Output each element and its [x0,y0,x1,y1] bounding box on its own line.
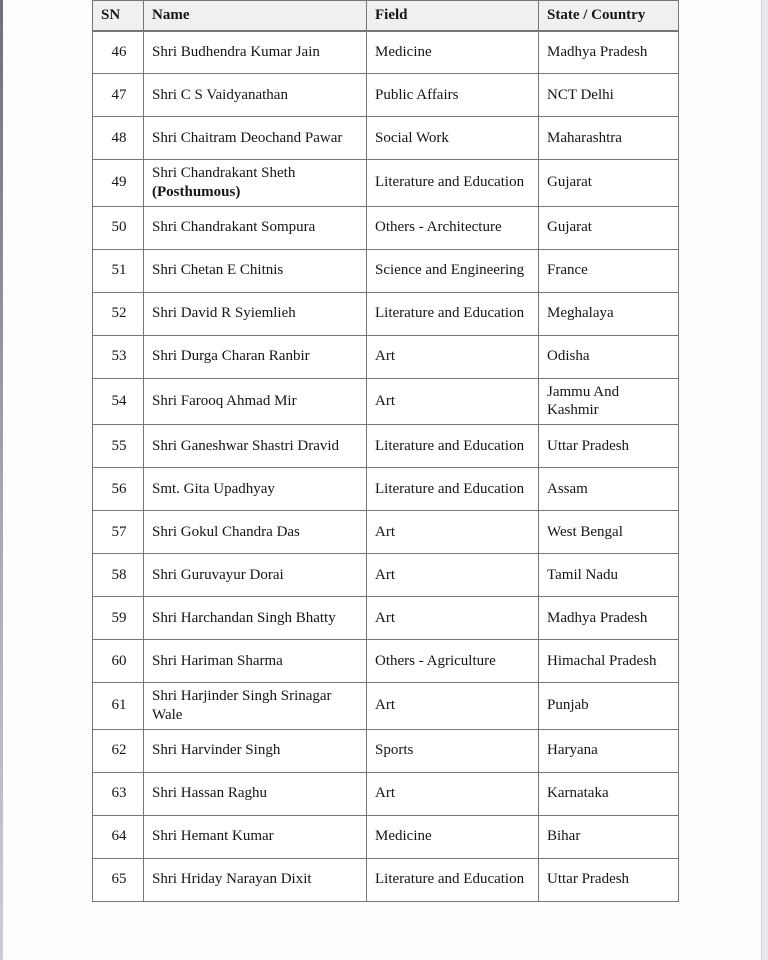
person-name: Shri David R Syiemlieh [152,305,296,322]
cell-name [144,74,367,117]
cell-sn: 62 [93,729,144,772]
page-edge-right [761,0,768,960]
table-row [93,511,679,554]
cell-name [144,815,367,858]
person-name: Shri Farooq Ahmad Mir [152,392,297,409]
cell-name [144,31,367,74]
table-row [93,160,679,207]
cell-state: Odisha [539,335,679,378]
table-row [93,335,679,378]
cell-field: Public Affairs [367,74,539,117]
cell-sn: 65 [93,858,144,901]
cell-field: Art [367,772,539,815]
table-row [93,117,679,160]
cell-name [144,206,367,249]
cell-state: Assam [539,468,679,511]
table-row [93,597,679,640]
cell-name [144,249,367,292]
cell-state: Punjab [539,683,679,730]
cell-field: Medicine [367,815,539,858]
cell-field: Literature and Education [367,292,539,335]
person-name: Shri Chandrakant Sompura [152,219,316,236]
table-row [93,292,679,335]
person-name: Shri Chetan E Chitnis [152,262,284,279]
cell-sn: 46 [93,31,144,74]
cell-state: Tamil Nadu [539,554,679,597]
table-row [93,858,679,901]
person-name: Shri Gokul Chandra Das [152,523,300,540]
table-row [93,378,679,425]
cell-sn: 60 [93,640,144,683]
person-name: Shri Harchandan Singh Bhatty [152,609,336,626]
cell-field: Art [367,378,539,425]
table-row [93,554,679,597]
table-row [93,729,679,772]
cell-sn: 56 [93,468,144,511]
cell-field: Art [367,554,539,597]
cell-field: Literature and Education [367,425,539,468]
cell-state: Gujarat [539,160,679,207]
person-name: Shri Budhendra Kumar Jain [152,43,320,60]
person-name: Shri Harjinder Singh Srinagar Wale [152,688,332,723]
cell-sn: 49 [93,160,144,207]
table-row [93,425,679,468]
table-row [93,772,679,815]
cell-state: NCT Delhi [539,74,679,117]
cell-name [144,858,367,901]
cell-field: Science and Engineering [367,249,539,292]
cell-state: Karnataka [539,772,679,815]
person-name: Shri Chaitram Deochand Pawar [152,129,343,146]
cell-sn: 50 [93,206,144,249]
cell-state: Himachal Pradesh [539,640,679,683]
cell-state: Uttar Pradesh [539,425,679,468]
person-name: Shri Hariman Sharma [152,652,283,669]
table-row [93,249,679,292]
cell-sn: 63 [93,772,144,815]
cell-field: Art [367,511,539,554]
cell-name [144,554,367,597]
cell-sn: 58 [93,554,144,597]
cell-sn: 47 [93,74,144,117]
cell-field: Literature and Education [367,468,539,511]
table-row [93,74,679,117]
table-header-row [93,1,679,31]
table-row [93,206,679,249]
person-name: Shri Ganeshwar Shastri Dravid [152,437,340,454]
cell-state: Uttar Pradesh [539,858,679,901]
cell-name [144,335,367,378]
page-edge-left [0,0,3,960]
table-row [93,815,679,858]
cell-name [144,683,367,730]
header-name: Name [144,1,367,31]
cell-sn: 55 [93,425,144,468]
cell-field: Others - Architecture [367,206,539,249]
person-name: Shri Hassan Raghu [152,785,267,802]
cell-name [144,640,367,683]
cell-name [144,511,367,554]
header-field: Field [367,1,539,31]
cell-state: Meghalaya [539,292,679,335]
cell-name [144,425,367,468]
cell-name [144,468,367,511]
cell-field: Social Work [367,117,539,160]
cell-field: Medicine [367,31,539,74]
table-body [93,31,679,902]
cell-field: Sports [367,729,539,772]
cell-state: Maharashtra [539,117,679,160]
person-name: Shri Chandrakant Sheth [152,165,296,181]
person-name: Shri Hriday Narayan Dixit [152,871,312,888]
cell-state: Bihar [539,815,679,858]
person-name: Shri Harvinder Singh [152,742,281,759]
cell-name [144,772,367,815]
cell-name [144,160,367,207]
cell-sn: 57 [93,511,144,554]
cell-field: Literature and Education [367,858,539,901]
person-name: Shri Durga Charan Ranbir [152,348,310,365]
cell-state: France [539,249,679,292]
person-name: Shri Guruvayur Dorai [152,566,284,583]
cell-sn: 48 [93,117,144,160]
cell-state: Madhya Pradesh [539,31,679,74]
cell-name [144,597,367,640]
cell-field: Literature and Education [367,160,539,207]
cell-sn: 61 [93,683,144,730]
cell-field: Others - Agriculture [367,640,539,683]
cell-sn: 52 [93,292,144,335]
posthumous-note: (Posthumous) [152,183,241,200]
cell-field: Art [367,597,539,640]
person-name: Shri C S Vaidyanathan [152,86,288,103]
cell-sn: 53 [93,335,144,378]
cell-field: Art [367,335,539,378]
cell-state: Gujarat [539,206,679,249]
header-sn: SN [93,1,144,31]
table-row [93,640,679,683]
cell-state: Haryana [539,729,679,772]
cell-sn: 64 [93,815,144,858]
cell-sn: 54 [93,378,144,425]
cell-name [144,292,367,335]
cell-name [144,117,367,160]
header-state: State / Country [539,1,679,31]
awards-table [92,0,679,902]
cell-sn: 51 [93,249,144,292]
person-name: Smt. Gita Upadhyay [152,480,275,497]
table-row [93,468,679,511]
cell-state: Jammu And Kashmir [539,378,679,425]
cell-field: Art [367,683,539,730]
cell-name [144,729,367,772]
table-row [93,31,679,74]
cell-state: West Bengal [539,511,679,554]
person-name: Shri Hemant Kumar [152,828,274,845]
cell-sn: 59 [93,597,144,640]
cell-name [144,378,367,425]
cell-state: Madhya Pradesh [539,597,679,640]
table-row [93,683,679,730]
